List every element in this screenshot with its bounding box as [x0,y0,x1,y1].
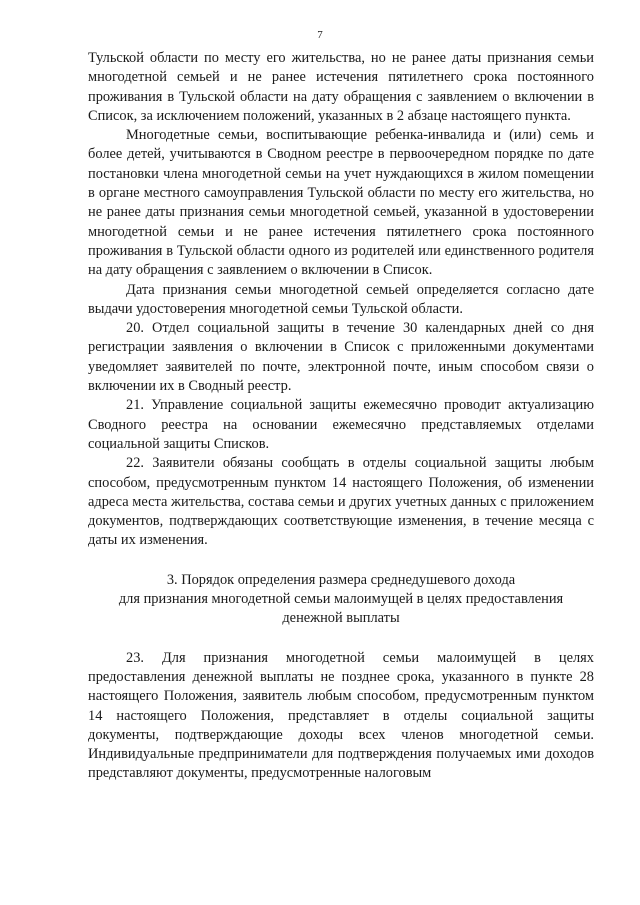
page-number: 7 [317,29,323,41]
section-heading-line-1: 3. Порядок определения размера среднедушевого дохода [166,571,516,588]
paragraph-item-22: 22. Заявители обязаны сообщать в отделы социальной защиты любым способом, предусмотренным пунктом 14 настоящего Положения, об изменении адреса места жительства, состава семьи и других учетных данных с приложением документов, подтверждающих соответствующие изменения, в течение месяца с даты их изменения. [88,455,594,549]
section-heading-line-3: денежной выплаты [282,610,400,627]
section-heading-line-2: для признания многодетной семьи малоимущей в целях предоставления [118,591,564,608]
section-heading [88,571,594,629]
paragraph-item-23: 23. Для признания многодетной семьи малоимущей в целях предоставления денежной выплаты не позднее срока, указанного в пункте 28 настоящего Положения, заявитель любым способом, предусмотренным пунктом 14 настоящего Положения, представляет в отделы социальной защиты документы, подтверждающие доходы всех членов многодетной семьи. Индивидуальные предприниматели для подтверждения получаемых ими доходов представляют документы, предусмотренные налоговым [88,649,594,782]
document-body [88,49,594,784]
paragraph-item-20: 20. Отдел социальной защиты в течение 30 календарных дней со дня регистрации заявления о включении в Список с приложенными документами уведомляет заявителей по почте, электронной почте, иным способом связи о включении их в Сводный реестр. [88,320,594,395]
paragraph-large-families-priority: Многодетные семьи, воспитывающие ребенка-инвалида и (или) семь и более детей, учитываются в Сводном реестре в первоочередном порядке по дате постановки члена многодетной семьи на учет нуждающихся в жилом помещении в органе местного самоуправления Тульской области по месту его жительства, но не ранее даты признания семьи многодетной семьей, указанной в удостоверении многодетной семьи и не ранее истечения пятилетнего срока постоянного проживания в Тульской области одного из родителей или единственного родителя на дату обращения с заявлением о включении в Список. [88,127,594,279]
paragraph-recognition-date: Дата признания семьи многодетной семьей определяется согласно дате выдачи удостоверения многодетной семьи Тульской области. [88,281,594,317]
paragraph-continuation: Тульской области по месту его жительства, но не ранее даты признания семьи многодетной семьей и не ранее истечения пятилетнего срока постоянного проживания в Тульской области на дату обращения с заявлением о включении в Список, за исключением положений, указанных в 2 абзаце настоящего пункта. [88,50,594,124]
paragraph-item-21: 21. Управление социальной защиты ежемесячно проводит актуализацию Сводного реестра на основании ежемесячно представляемых отделами социальной защиты Списков. [88,397,594,452]
